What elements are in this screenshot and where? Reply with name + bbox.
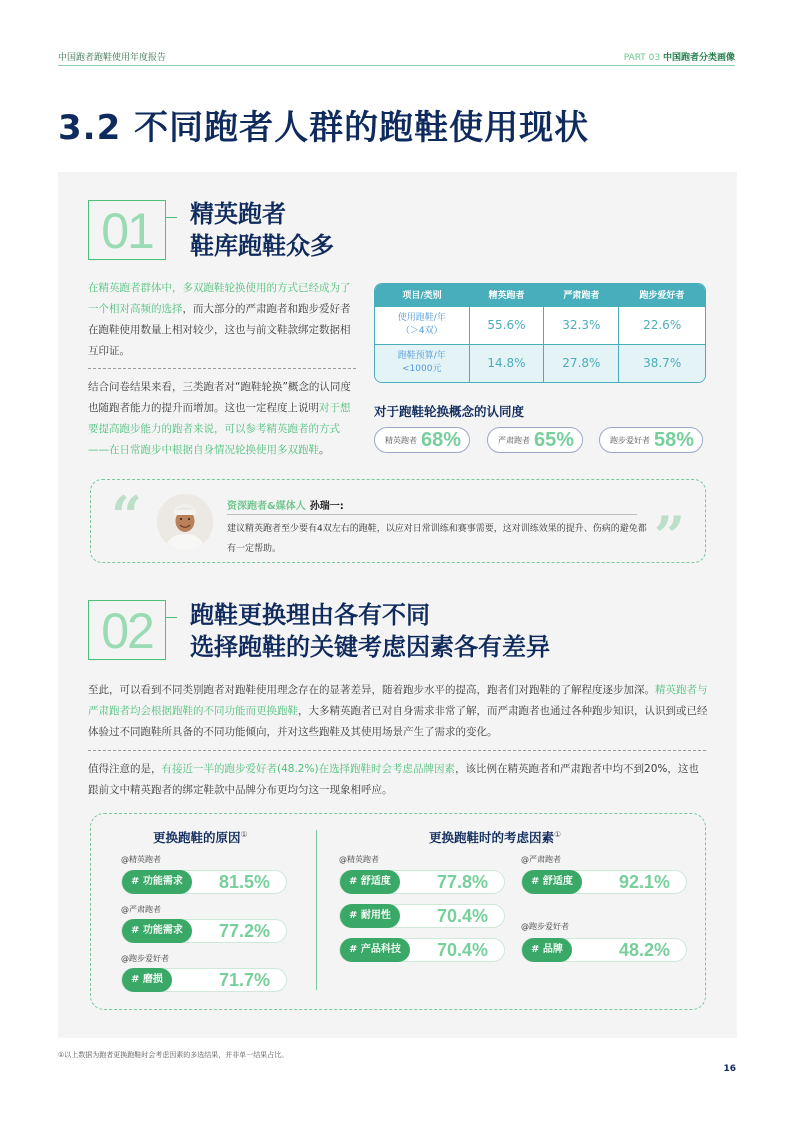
quote-author xyxy=(227,497,344,512)
section1-heading-line2: 鞋库跑鞋众多 xyxy=(190,232,334,260)
rotation-pill-hobby xyxy=(599,427,703,453)
group-label: @跑步爱好者 xyxy=(521,922,569,931)
footnote: ①以上数据为跑者更换跑鞋时会考虑因素的多选结果，并非单一结果占比。 xyxy=(58,1051,289,1059)
highlight-text: 在精英跑者群体中，多双跑鞋轮换使用的方式已经成为了一个相对高频的选择 xyxy=(88,282,351,315)
body-text: 值得注意的是， xyxy=(88,763,162,775)
section2-heading xyxy=(190,599,550,663)
consideration-bar xyxy=(339,904,505,928)
body-text: ，大多精英跑者已对自身需求非常了解，而严肃跑者也通过各种跑步知识，认识到或已经体验过不同跑鞋所具备的不同功能倾向，并对这些跑鞋及其使用场景产生了需求的变化。 xyxy=(88,705,708,738)
runner-comparison-table xyxy=(374,283,706,383)
group-label: @严肃跑者 xyxy=(521,855,561,864)
group-label: @精英跑者 xyxy=(121,855,161,864)
page-number: 16 xyxy=(723,1064,736,1074)
running-header xyxy=(58,48,735,66)
group-label: @精英跑者 xyxy=(339,855,379,864)
row-label: 使用跑鞋/年 （＞4双） xyxy=(375,306,469,344)
pill-value: 58% xyxy=(654,428,695,451)
table-cell: 27.8% xyxy=(544,344,619,382)
consideration-bar xyxy=(521,870,687,894)
highlight-text: 精英跑者与严肃跑者均会根据跑鞋的不同功能而更换跑鞋 xyxy=(88,684,708,717)
reason-tag: # 功能需求 xyxy=(122,919,192,943)
reason-bar xyxy=(121,870,287,894)
table-cell: 38.7% xyxy=(619,344,705,382)
table-cell: 32.3% xyxy=(544,306,619,344)
divider xyxy=(88,750,706,751)
reason-value: 81.5% xyxy=(218,872,270,892)
part-number: PART 03 xyxy=(623,53,661,63)
rotation-title: 对于跑鞋轮换概念的认同度 xyxy=(374,404,525,419)
quote-author-name: 孙瑞一: xyxy=(309,501,344,512)
table-row xyxy=(375,344,705,382)
group-label: @严肃跑者 xyxy=(121,905,161,914)
consideration-value: 48.2% xyxy=(618,940,670,960)
consideration-value: 92.1% xyxy=(618,872,670,892)
pill-label: 跑步爱好者 xyxy=(610,435,650,445)
reason-value: 77.2% xyxy=(218,921,270,941)
body-text: 结合问卷结果来看，三类跑者对“跑鞋轮换”概念的认同度也随跑者能力的提升而增加。这也一定程度上说明 xyxy=(88,381,351,414)
row-label: 跑鞋预算/年 <1000元 xyxy=(375,344,469,382)
column-divider xyxy=(316,830,317,990)
group-label: @跑步爱好者 xyxy=(121,954,169,963)
reasons-title: 更换跑鞋的原因① xyxy=(153,829,248,845)
section1-heading-line1: 精英跑者 xyxy=(190,200,286,228)
consideration-tag: # 舒适度 xyxy=(522,870,582,894)
section-number-01: 01 xyxy=(88,200,166,260)
open-quote-icon: “ xyxy=(111,484,143,548)
section1-heading xyxy=(190,198,334,262)
consideration-tag: # 舒适度 xyxy=(340,870,400,894)
consideration-tag: # 品牌 xyxy=(522,938,572,962)
table-header: 严肃跑者 xyxy=(544,284,619,306)
rotation-pill-serious xyxy=(487,427,583,453)
part-title: 中国跑者分类画像 xyxy=(662,53,735,63)
consideration-bar xyxy=(521,938,687,962)
section2-heading-line1: 跑鞋更换理由各有不同 xyxy=(190,601,430,629)
section2-heading-line2: 选择跑鞋的关键考虑因素各有差异 xyxy=(190,633,550,661)
quote-author-role: 资深跑者&媒体人 xyxy=(227,501,306,512)
expert-quote xyxy=(90,479,706,568)
consideration-tag: # 耐用性 xyxy=(340,904,400,928)
pill-label: 严肃跑者 xyxy=(498,435,530,445)
highlight-text: 对于想要提高跑步能力的跑者来说，可以参考精英跑者的方式——在日常跑步中根据自身情况轮换使用多双跑鞋 xyxy=(88,402,351,456)
rotation-pill-elite xyxy=(374,427,470,453)
table-header: 跑步爱好者 xyxy=(619,284,705,306)
considerations-title: 更换跑鞋时的考虑因素① xyxy=(429,829,562,845)
body-text: ，而大部分的严肃跑者和跑步爱好者在跑鞋使用数量上相对较少，这也与前文鞋款绑定数据相互印证。 xyxy=(88,303,351,357)
consideration-value: 70.4% xyxy=(436,940,488,960)
table-cell: 55.6% xyxy=(469,306,544,344)
reason-value: 71.7% xyxy=(218,970,270,990)
consideration-bar xyxy=(339,938,505,962)
factors-box xyxy=(90,813,706,1010)
body-text: 至此，可以看到不同类别跑者对跑鞋使用理念存在的显著差异，随着跑步水平的提高，跑者们对跑鞋的了解程度逐步加深。 xyxy=(88,684,655,696)
report-title: 中国跑者跑鞋使用年度报告 xyxy=(58,53,167,63)
reason-tag: # 磨损 xyxy=(122,968,172,992)
table-cell: 22.6% xyxy=(619,306,705,344)
section2-paragraph-1 xyxy=(88,680,708,743)
pill-value: 65% xyxy=(534,428,575,451)
highlight-text: 有接近一半的跑步爱好者(48.2%)在选择跑鞋时会考虑品牌因素 xyxy=(161,763,456,775)
table-cell: 14.8% xyxy=(469,344,544,382)
reason-bar xyxy=(121,919,287,943)
body-text: ，该比例在精英跑者和严肃跑者中均不到20%，这也跟前文中精英跑者的绑定鞋款中品牌分布更均匀这一现象相呼应。 xyxy=(88,763,699,796)
reason-bar xyxy=(121,968,287,992)
pill-label: 精英跑者 xyxy=(385,435,417,445)
section-label xyxy=(624,50,735,63)
consideration-value: 77.8% xyxy=(436,872,488,892)
avatar xyxy=(157,494,213,550)
section1-paragraph-2 xyxy=(88,377,356,461)
consideration-value: 70.4% xyxy=(436,906,488,926)
pill-value: 68% xyxy=(421,428,462,451)
table-row xyxy=(375,306,705,344)
close-quote-icon: ” xyxy=(653,504,685,568)
table-header: 项目/类别 xyxy=(375,284,469,306)
section2-paragraph-2 xyxy=(88,759,708,801)
reason-tag: # 功能需求 xyxy=(122,870,192,894)
page-title: 3.2 不同跑者人群的跑鞋使用现状 xyxy=(58,108,590,148)
consideration-tag: # 产品科技 xyxy=(340,938,410,962)
consideration-bar xyxy=(339,870,505,894)
section1-paragraph-1 xyxy=(88,278,356,362)
quote-text: 建议精英跑者至少要有4双左右的跑鞋，以应对日常训练和赛事需要，这对训练效果的提升、伤病的避免都有一定帮助。 xyxy=(227,524,647,554)
table-header: 精英跑者 xyxy=(469,284,544,306)
section-number-02: 02 xyxy=(88,600,166,660)
divider xyxy=(88,368,356,369)
quote-divider xyxy=(227,514,637,515)
body-text: 。 xyxy=(319,444,330,456)
